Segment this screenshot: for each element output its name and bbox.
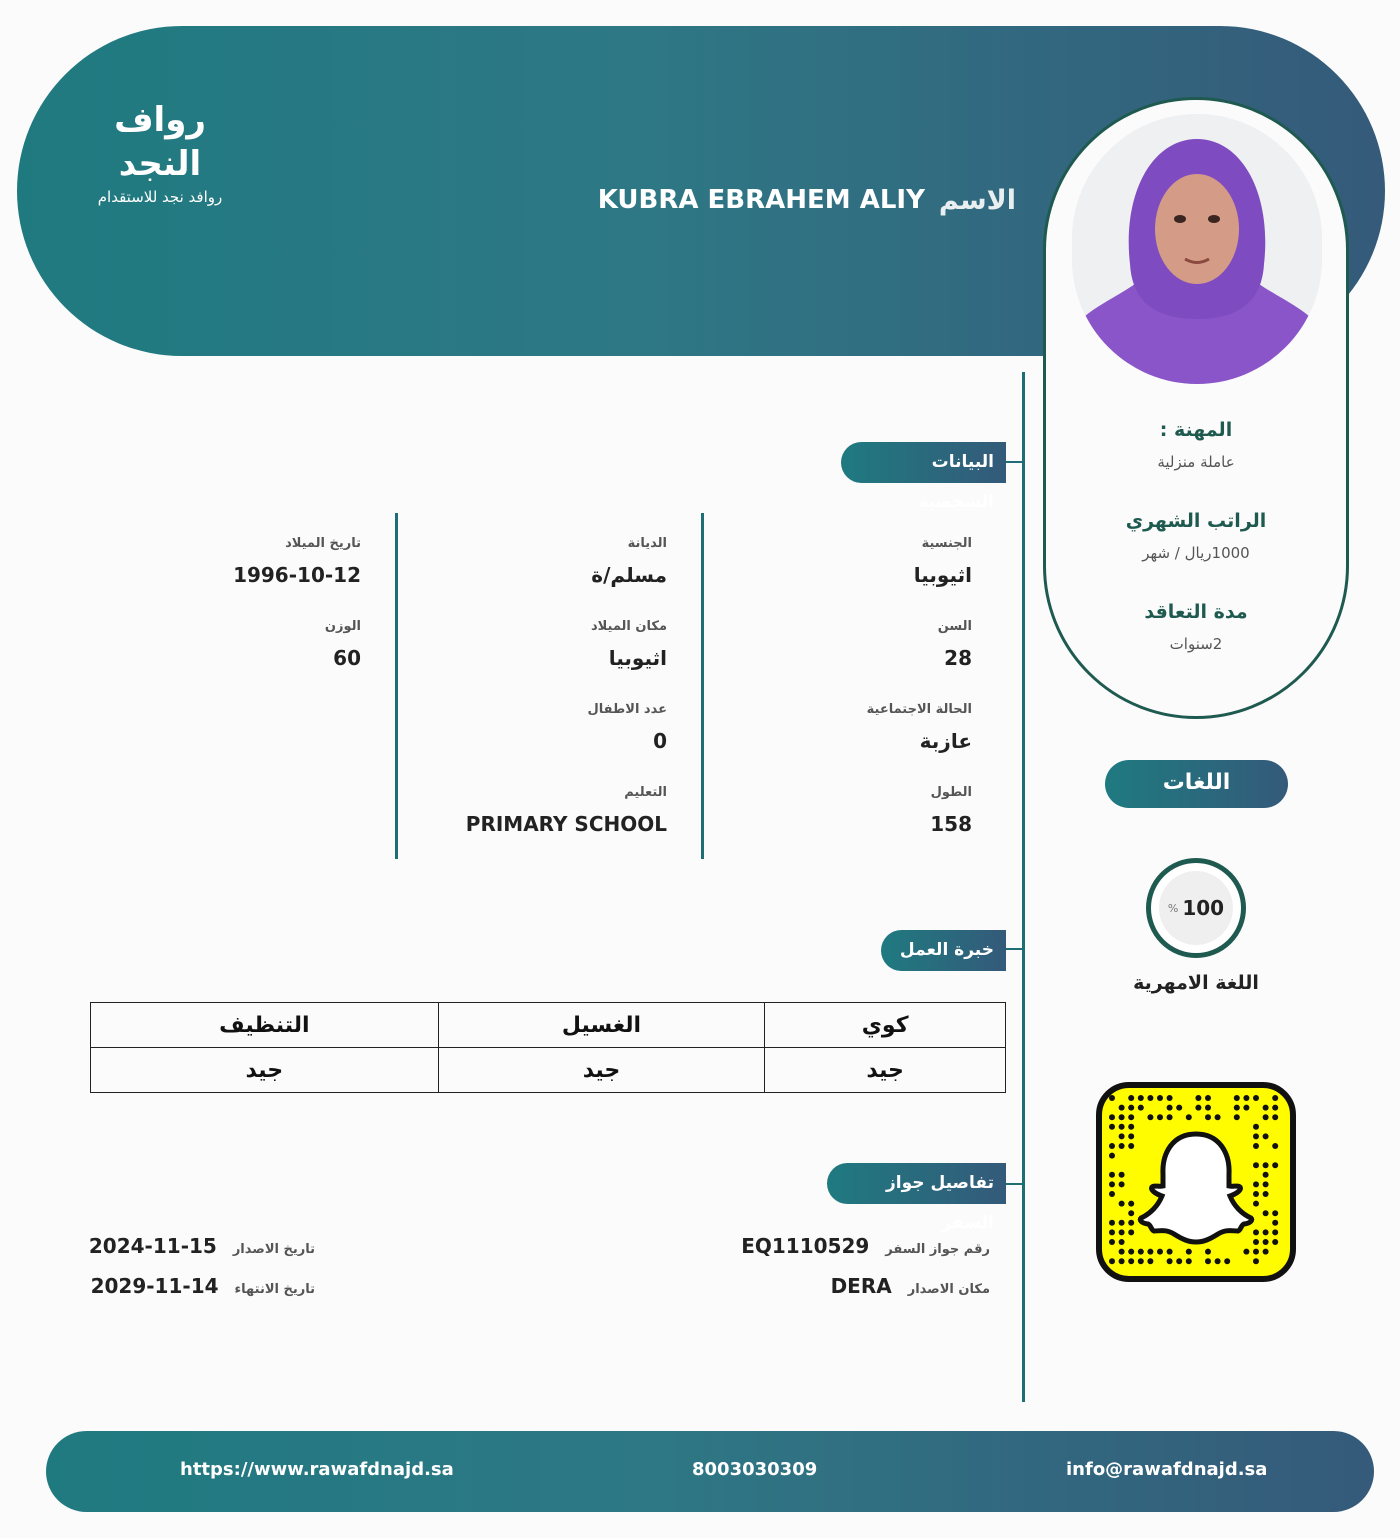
birthdate-label: تاريخ الميلاد [285,536,361,551]
snapcode-dot [1109,1095,1115,1101]
language-percent-inner [1159,871,1233,945]
skill-rating-ironing: جيد [765,1048,1006,1093]
name-label: الاسم [938,184,1016,216]
snapcode-dot [1147,1249,1153,1255]
snapcode-dot [1147,1095,1153,1101]
birthplace-label: مكان الميلاد [590,619,667,634]
snapcode-dot [1138,1105,1144,1111]
snapcode-dot [1205,1258,1211,1264]
contract-item [1046,598,1346,656]
education-field [407,783,667,839]
contract-value: 2سنوات [1169,635,1223,653]
snapcode-dot [1253,1229,1259,1235]
passport-issue-date-label: تاريخ الاصدار [232,1242,315,1257]
snapcode-dot [1119,1258,1125,1264]
snapcode-dot [1272,1095,1278,1101]
snapcode-dot [1119,1249,1125,1255]
snapcode-dot [1109,1114,1115,1120]
salary-item [1046,507,1346,565]
snapcode-dot [1234,1095,1240,1101]
snapcode-dot [1272,1114,1278,1120]
snapcode-dot [1253,1133,1259,1139]
religion-value: مسلم/ة [591,563,667,587]
footer-bar [46,1431,1374,1512]
snapcode-dot [1167,1095,1173,1101]
snapcode-dot [1263,1210,1269,1216]
snapcode-dot [1128,1258,1134,1264]
snapcode-dot [1128,1133,1134,1139]
snapcode-dot [1263,1133,1269,1139]
snapcode-dot [1205,1249,1211,1255]
footer-email-link[interactable]: info@rawafdnajd.sa [1066,1459,1268,1480]
snapcode-dot [1263,1181,1269,1187]
language-name: اللغة الامهرية [1133,972,1259,994]
snapcode-dot [1263,1191,1269,1197]
section-tick [1005,948,1023,950]
age-field [712,617,972,673]
name-value: KUBRA EBRAHEM ALIY [597,185,925,215]
section-tick [1005,461,1023,463]
snapcode-dot [1195,1095,1201,1101]
snapcode-dot [1253,1162,1259,1168]
snapcode-dot [1138,1095,1144,1101]
snapcode-dot [1253,1258,1259,1264]
snapcode-dot [1253,1239,1259,1245]
snapcode-dot [1243,1095,1249,1101]
snapcode-dot [1167,1114,1173,1120]
passport-issue-place-row [831,1274,990,1298]
children-label: عدد الاطفال [587,702,667,717]
snapcode-dot [1263,1249,1269,1255]
snapcode-dot [1253,1181,1259,1187]
snapcode-dot [1253,1201,1259,1207]
birthplace-field [407,617,667,673]
snapcode-dot [1128,1105,1134,1111]
snapcode-dot [1109,1258,1115,1264]
languages-title: اللغات [1105,760,1288,808]
personal-section-title: البيانات الشخصية [841,442,1006,483]
profile-photo [1072,114,1322,384]
snapcode-dot [1263,1172,1269,1178]
snapcode-dot [1272,1220,1278,1226]
snapcode-dot [1186,1249,1192,1255]
section-tick [1005,1183,1023,1185]
snapcode-dot [1167,1249,1173,1255]
passport-expiry-date-label: تاريخ الانتهاء [234,1282,315,1297]
company-logo [70,98,250,206]
snapcode-dot [1263,1239,1269,1245]
language-percent-value: 100 [1182,896,1225,920]
skill-rating-cleaning: جيد [91,1048,439,1093]
passport-section-title: تفاصيل جواز السفر [827,1163,1006,1204]
snapcode-dot [1253,1143,1259,1149]
skill-header-washing: الغسيل [438,1003,765,1048]
salary-label: الراتب الشهري [1125,510,1267,532]
snapcode-dot [1215,1258,1221,1264]
logo-mark: رواف النجد [114,100,206,184]
birthdate-field [101,534,361,590]
snapcode-dot [1234,1105,1240,1111]
snapcode-dot [1167,1105,1173,1111]
salary-value: 1000ريال / شهر [1142,544,1250,562]
snapcode-dot [1147,1258,1153,1264]
snapcode-dot [1215,1114,1221,1120]
snapcode-dot [1186,1114,1192,1120]
snapcode-dot [1157,1095,1163,1101]
snapcode-dot [1167,1258,1173,1264]
snapcode-dot [1109,1172,1115,1178]
passport-number-value: EQ1110529 [741,1234,870,1258]
snapcode-dot [1119,1133,1125,1139]
skill-rating-washing: جيد [438,1048,765,1093]
birthdate-value: 1996-10-12 [233,563,361,587]
snapcode-dot [1157,1249,1163,1255]
education-label: التعليم [624,785,667,800]
name-row [598,180,1016,220]
snapcode-dot [1119,1229,1125,1235]
snapcode-dot [1109,1124,1115,1130]
passport-issue-date-value: 2024-11-15 [88,1234,217,1258]
passport-expiry-date-row [91,1274,315,1298]
education-value: PRIMARY SCHOOL [465,812,667,836]
snapcode-dot [1119,1105,1125,1111]
snapcode-dot [1195,1105,1201,1111]
height-field [712,783,972,839]
snapcode-dot [1128,1143,1134,1149]
timeline-line [1022,372,1025,1402]
snapcode-dot [1109,1153,1115,1159]
snapcode-dot [1119,1201,1125,1207]
snapcode-dot [1234,1114,1240,1120]
nationality-label: الجنسية [921,536,972,551]
profession-value: عاملة منزلية [1157,453,1235,471]
snapcode-dot [1128,1095,1134,1101]
marital-label: الحالة الاجتماعية [866,702,972,717]
language-percent-ring [1146,858,1246,958]
language-percent-unit: % [1167,901,1179,915]
snapcode-dot [1224,1258,1230,1264]
children-field [407,700,667,756]
skill-header-cleaning: التنظيف [91,1003,439,1048]
snapcode-dot [1128,1249,1134,1255]
weight-field [101,617,361,673]
snapcode-dot [1205,1114,1211,1120]
snapcode-dot [1263,1105,1269,1111]
age-label: السن [937,619,972,634]
snapcode-dot [1138,1249,1144,1255]
snapcode-dot [1128,1114,1134,1120]
snapcode-dot [1128,1201,1134,1207]
age-value: 28 [944,646,972,670]
passport-issue-place-label: مكان الاصدار [907,1282,990,1297]
snapcode-dot [1205,1095,1211,1101]
snapcode-dot [1119,1239,1125,1245]
snapcode-dot [1109,1191,1115,1197]
passport-issue-date-row [89,1234,315,1258]
snapcode-dot [1186,1258,1192,1264]
nationality-value: اثيوبيا [913,563,972,587]
snapcode-dot [1119,1181,1125,1187]
skills-rating-row [91,1048,1006,1093]
passport-number-row [741,1234,990,1258]
snapcode-dot [1138,1258,1144,1264]
snapcode-dot [1128,1229,1134,1235]
marital-value: عازبة [919,729,972,753]
snapcode-dot [1253,1124,1259,1130]
experience-section-title: خبرة العمل [881,930,1006,971]
snapcode-dot [1272,1143,1278,1149]
profession-item [1046,416,1346,474]
skills-table [90,1002,1006,1093]
column-divider [395,513,398,859]
passport-number-label: رقم جواز السفر [885,1242,990,1257]
logo-subtitle: روافد نجد للاستقدام [97,188,223,206]
snapcode-dot [1119,1172,1125,1178]
snapcode-icon[interactable] [1096,1082,1296,1282]
height-label: الطول [930,785,972,800]
snapcode-dot [1263,1114,1269,1120]
snapcode-dot [1109,1181,1115,1187]
contract-label: مدة التعاقد [1144,601,1248,623]
skills-header-row [91,1003,1006,1048]
profile-card [1043,97,1349,719]
snapcode-dot [1272,1162,1278,1168]
snapcode-dot [1119,1124,1125,1130]
snapcode-dot [1157,1114,1163,1120]
snapcode-dot [1272,1210,1278,1216]
religion-label: الديانة [627,536,667,551]
marital-field [712,700,972,756]
snapcode-dot [1119,1114,1125,1120]
snapcode-dot [1119,1143,1125,1149]
snapcode-dot [1128,1220,1134,1226]
snapcode-dot [1205,1105,1211,1111]
snapcode-dot [1176,1105,1182,1111]
person-photo-icon [1072,114,1322,384]
profession-label: المهنة : [1159,419,1233,441]
snapcode-dot [1243,1105,1249,1111]
children-value: 0 [653,729,667,753]
snapcode-dot [1253,1191,1259,1197]
snapcode-dot [1109,1143,1115,1149]
passport-issue-place-value: DERA [830,1274,892,1298]
snapcode-dot [1128,1124,1134,1130]
snapcode-dot [1147,1114,1153,1120]
height-value: 158 [930,812,972,836]
nationality-field [712,534,972,590]
snapcode-dot [1272,1239,1278,1245]
snapcode-dot [1243,1249,1249,1255]
snapcode-dot [1253,1095,1259,1101]
snapcode-dot [1263,1229,1269,1235]
snapcode-dot [1272,1105,1278,1111]
snapcode-dot [1176,1258,1182,1264]
footer-website-link[interactable]: https://www.rawafdnajd.sa [180,1459,454,1480]
snapcode-dot [1119,1220,1125,1226]
snapcode-dot [1263,1162,1269,1168]
birthplace-value: اثيوبيا [608,646,667,670]
snapcode-dot [1109,1239,1115,1245]
weight-label: الوزن [324,619,361,634]
snapcode-dot [1253,1249,1259,1255]
snapcode-dot [1128,1210,1134,1216]
snapcode-dot [1109,1220,1115,1226]
snapcode-dot [1109,1229,1115,1235]
footer-phone[interactable]: 8003030309 [692,1459,818,1480]
weight-value: 60 [333,646,361,670]
religion-field [407,534,667,590]
skill-header-ironing: كوي [765,1003,1006,1048]
column-divider [701,513,704,859]
passport-expiry-date-value: 2029-11-14 [90,1274,219,1298]
snapcode-dot [1272,1229,1278,1235]
